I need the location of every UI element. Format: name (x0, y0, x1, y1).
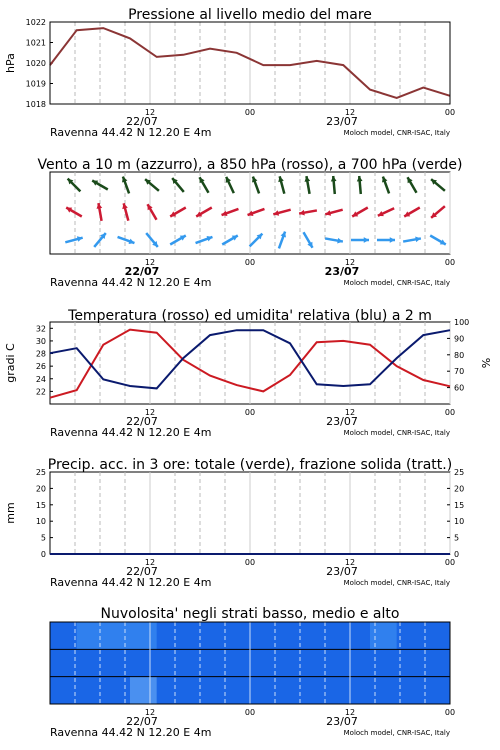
precip-footer-credit: Moloch model, CNR-ISAC, Italy (343, 579, 450, 587)
wind-arrow (97, 203, 103, 221)
temp-rh-y-right-tick-label: 90 (454, 334, 465, 344)
temp-rh-footer-credit: Moloch model, CNR-ISAC, Italy (343, 429, 450, 437)
wind-x-tick-label: 12 (144, 258, 156, 267)
cloud-cell (103, 649, 130, 676)
wind-arrow (250, 234, 263, 247)
precip-y-tick-label: 10 (35, 517, 46, 527)
wind-footer-credit: Moloch model, CNR-ISAC, Italy (343, 279, 450, 287)
temp-rh-y-tick-label: 24 (35, 374, 46, 384)
wind-arrow (122, 177, 129, 194)
cloud-cell (343, 622, 370, 649)
wind-arrow (222, 209, 239, 216)
temp-rh-y-label: gradi C (4, 343, 17, 383)
cloud-cell (183, 622, 210, 649)
wind-arrow (431, 179, 445, 191)
precip-y-tick-label: 5 (40, 533, 46, 543)
precip-y-tick-label: 0 (40, 550, 46, 559)
wind-arrow (351, 237, 369, 243)
cloud-cell (423, 649, 450, 676)
cloud-cell (317, 649, 344, 676)
pressure-x-date-label: 22/07 (126, 115, 158, 128)
cloud-cell (50, 622, 77, 649)
wind-arrow-head (357, 176, 363, 181)
wind-arrow (304, 232, 313, 248)
temp-rh-y-tick-label: 28 (35, 349, 46, 359)
precip-x-tick-label: 12 (144, 558, 156, 567)
cloud-cell (103, 677, 130, 704)
cloud-cell (50, 649, 77, 676)
cloud-cell (290, 677, 317, 704)
temp-rh-x-tick-label: 00 (444, 408, 456, 417)
wind-arrow (357, 176, 363, 194)
precip-y-right-tick-label: 25 (454, 468, 465, 477)
cloud-cell (210, 677, 237, 704)
temp-rh-title: Temperatura (rosso) ed umidita' relativa (blu) a 2 m (68, 308, 432, 324)
temp-rh-y-right-tick-label: 70 (454, 367, 465, 377)
cloud-cell (50, 677, 77, 704)
wind-x-date-label: 22/07 (124, 265, 160, 278)
clouds-x-date-label: 22/07 (126, 715, 158, 728)
pressure-footer-location: Ravenna 44.42 N 12.20 E 4m (50, 126, 212, 139)
precip-y-right-tick-label: 10 (454, 517, 465, 527)
wind-arrow (170, 236, 186, 245)
pressure-title: Pressione al livello medio del mare (128, 7, 372, 23)
temp-rh-x-date-label: 22/07 (126, 415, 158, 428)
temp-rh-y-tick-label: 30 (35, 336, 46, 346)
wind-arrow (196, 208, 212, 217)
temp-rh-x-tick-label: 12 (144, 408, 156, 417)
precip-x-tick-label: 12 (344, 558, 356, 567)
precip-y-right-tick-label: 20 (454, 484, 465, 494)
wind-arrow (68, 179, 81, 192)
temp-rh-y-tick-label: 32 (35, 324, 46, 334)
precip-x-tick-label: 00 (444, 558, 456, 567)
cloud-cell (210, 622, 237, 649)
precip-footer-location: Ravenna 44.42 N 12.20 E 4m (50, 576, 212, 589)
wind-arrow (278, 176, 284, 193)
cloud-cell (157, 649, 184, 676)
pressure-y-tick-label: 1022 (25, 18, 46, 27)
precip-y-tick-label: 25 (35, 468, 46, 477)
wind-x-tick-label: 00 (444, 258, 456, 267)
pressure-x-tick-label: 00 (444, 108, 456, 117)
cloud-cell (290, 622, 317, 649)
wind-arrow (299, 210, 317, 216)
wind-arrow (352, 208, 368, 217)
temp-rh-y-tick-label: 22 (35, 387, 46, 397)
wind-arrow (252, 177, 259, 194)
cloud-cell (157, 677, 184, 704)
cloud-cell (103, 622, 130, 649)
wind-arrow (325, 210, 342, 216)
cloud-cell (397, 677, 424, 704)
cloud-cell (263, 649, 290, 676)
wind-x-date-label: 23/07 (324, 265, 360, 278)
temp-rh-x-tick-label: 00 (244, 408, 256, 417)
cloud-cell (317, 677, 344, 704)
wind-arrow (148, 204, 157, 220)
wind-arrow (331, 176, 337, 194)
pressure-x-date-label: 23/07 (326, 115, 358, 128)
temp-rh-y-right-tick-label: 100 (454, 318, 470, 327)
precip-y-right-tick-label: 5 (454, 533, 460, 543)
temp-rh-x-tick-label: 12 (344, 408, 356, 417)
clouds-x-tick-label: 00 (244, 708, 256, 717)
cloud-cell (157, 622, 184, 649)
cloud-cell (423, 622, 450, 649)
cloud-cell (130, 677, 157, 704)
temp-rh-y-right-tick-label: 60 (454, 383, 465, 393)
wind-x-tick-label: 00 (244, 258, 256, 267)
precip-title: Precip. acc. in 3 ore: totale (verde), frazione solida (tratt.) (47, 457, 453, 473)
precip-x-date-label: 22/07 (126, 565, 158, 578)
wind-arrow (378, 208, 394, 216)
wind-arrow (279, 232, 286, 249)
precip-y-tick-label: 20 (35, 484, 46, 494)
wind-arrow (430, 236, 446, 245)
wind-arrow (200, 177, 209, 193)
precip-y-right-tick-label: 15 (454, 500, 465, 510)
wind-arrow (122, 203, 128, 220)
wind-arrow (118, 237, 135, 244)
wind-arrow (172, 178, 184, 192)
cloud-cell (290, 649, 317, 676)
pressure-x-tick-label: 00 (244, 108, 256, 117)
wind-footer-location: Ravenna 44.42 N 12.20 E 4m (50, 276, 212, 289)
cloud-cell (263, 622, 290, 649)
pressure-y-tick-label: 1020 (25, 59, 46, 68)
wind-arrow (305, 176, 311, 194)
pressure-y-tick-label: 1018 (25, 100, 46, 109)
pressure-footer-credit: Moloch model, CNR-ISAC, Italy (343, 129, 450, 137)
cloud-cell (317, 622, 344, 649)
cloud-cell (263, 677, 290, 704)
wind-arrow-head (390, 237, 395, 243)
wind-title: Vento a 10 m (azzurro), a 850 hPa (rosso), a 700 hPa (verde) (37, 157, 463, 173)
temp-rh-y-right-label: % (480, 357, 493, 369)
wind-arrow (170, 208, 186, 217)
wind-arrow (146, 233, 158, 247)
cloud-cell (370, 649, 397, 676)
pressure-x-tick-label: 12 (344, 108, 356, 117)
temp-rh-y-tick-label: 26 (35, 362, 46, 372)
cloud-cell (370, 622, 397, 649)
wind-arrow (325, 238, 343, 244)
wind-arrow (377, 237, 395, 243)
precip-x-date-label: 23/07 (326, 565, 358, 578)
clouds-footer-credit: Moloch model, CNR-ISAC, Italy (343, 729, 450, 737)
temp-rh-y-right-tick-label: 80 (454, 350, 465, 360)
clouds-footer-location: Ravenna 44.42 N 12.20 E 4m (50, 726, 212, 739)
precip-y-right-tick-label: 0 (454, 550, 460, 559)
cloud-cell (397, 622, 424, 649)
clouds-x-tick-label: 00 (444, 708, 456, 717)
wind-arrow (145, 179, 159, 191)
wind-arrow (382, 177, 389, 194)
wind-arrow (408, 177, 417, 193)
cloud-cell (343, 677, 370, 704)
cloud-cell (397, 649, 424, 676)
cloud-cell (130, 622, 157, 649)
clouds-title: Nuvolosita' negli strati basso, medio e alto (100, 606, 400, 622)
pressure-y-tick-label: 1021 (25, 38, 46, 48)
pressure-y-label: hPa (4, 53, 17, 73)
clouds-x-tick-label: 12 (344, 708, 356, 717)
cloud-cell (130, 649, 157, 676)
precip-x-tick-label: 00 (244, 558, 256, 567)
clouds-x-date-label: 23/07 (326, 715, 358, 728)
cloud-cell (210, 649, 237, 676)
wind-arrow-head (364, 237, 369, 243)
wind-arrow (226, 177, 234, 193)
temp-rh-footer-location: Ravenna 44.42 N 12.20 E 4m (50, 426, 212, 439)
precip-y-tick-label: 15 (35, 500, 46, 510)
clouds-x-tick-label: 12 (144, 708, 156, 717)
wind-arrow (404, 208, 420, 217)
pressure-x-tick-label: 12 (144, 108, 156, 117)
temp-rh-x-date-label: 23/07 (326, 415, 358, 428)
cloud-cell (343, 649, 370, 676)
cloud-cell (423, 677, 450, 704)
pressure-y-tick-label: 1019 (25, 79, 46, 89)
wind-arrow-head (331, 176, 337, 181)
cloud-cell (183, 677, 210, 704)
wind-x-tick-label: 12 (344, 258, 356, 267)
precip-y-label: mm (4, 502, 17, 524)
wind-arrow (66, 208, 82, 217)
wind-arrow (431, 206, 445, 218)
wind-arrow (273, 210, 290, 216)
wind-arrow (196, 236, 213, 243)
wind-arrow (65, 236, 82, 242)
cloud-cell (370, 677, 397, 704)
wind-arrow (403, 237, 421, 243)
cloud-cell (183, 649, 210, 676)
